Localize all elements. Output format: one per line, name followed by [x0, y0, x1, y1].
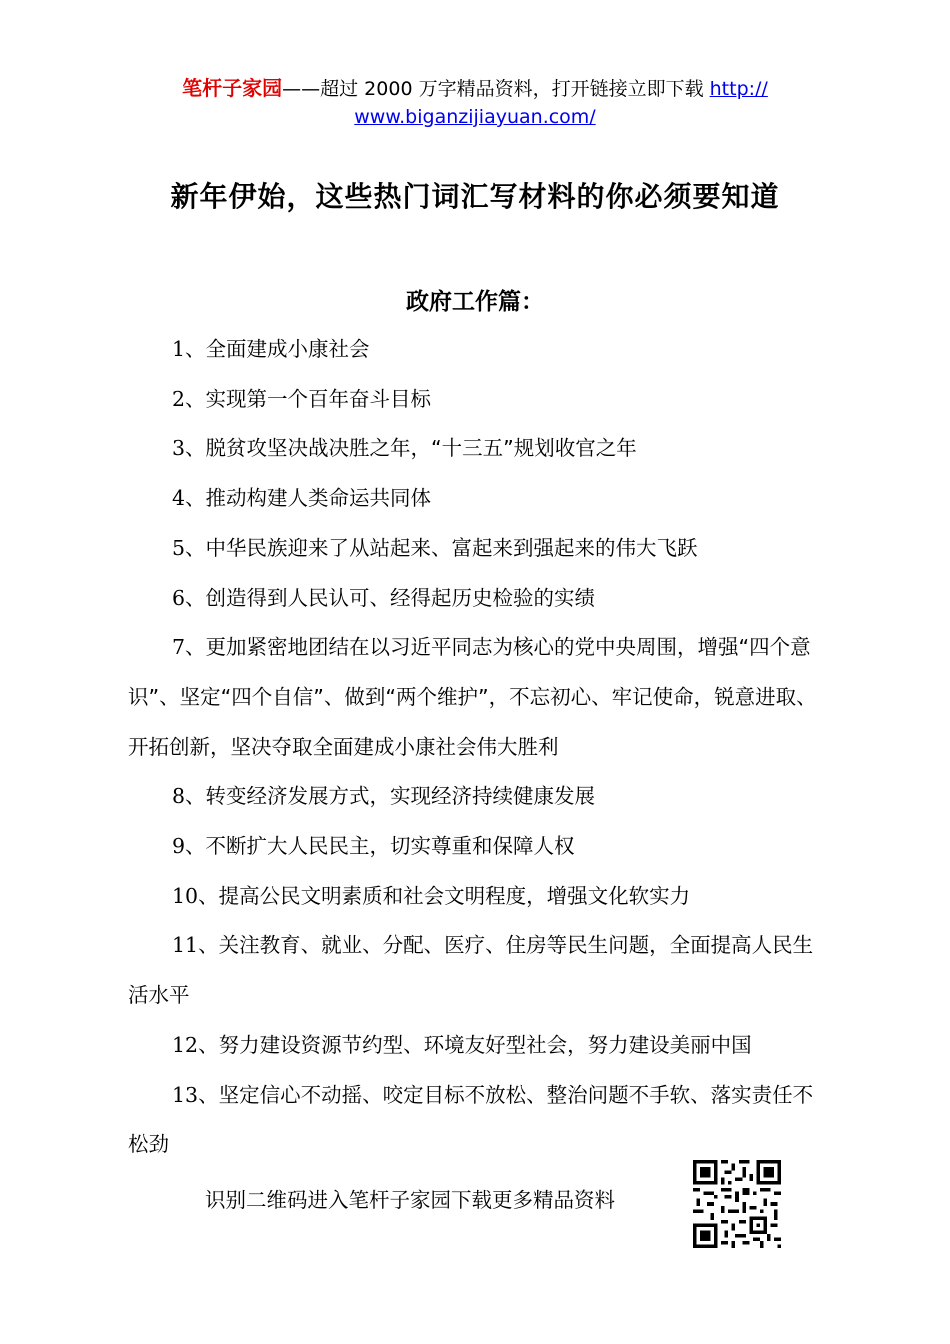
item-number: 3、: [172, 436, 206, 461]
item-text: 转变经济发展方式，实现经济持续健康发展: [205, 784, 596, 809]
section-heading: 政府工作篇：: [406, 288, 544, 315]
header-tagline: ——超过 2000 万字精品资料，打开链接立即下载: [282, 78, 704, 100]
brand-name: 笔杆子家园: [182, 76, 283, 100]
item-text: 创造得到人民认可、经得起历史检验的实绩: [205, 585, 596, 610]
item-number: 2、: [172, 386, 206, 411]
list-item: [128, 623, 828, 772]
item-text: 不断扩大人民民主，切实尊重和保障人权: [205, 834, 575, 859]
list-item: [128, 574, 828, 624]
item-text: 推动构建人类命运共同体: [205, 486, 432, 511]
item-number: 7、: [172, 635, 206, 660]
item-number: 12、: [172, 1032, 219, 1057]
list-item: [128, 325, 828, 375]
item-text: 实现第一个百年奋斗目标: [205, 386, 432, 411]
item-text: 关注教育、就业、分配、医疗、住房等民生问题，全面提高人民生活水平: [128, 933, 814, 1008]
item-number: 13、: [172, 1082, 219, 1107]
item-number: 4、: [172, 486, 206, 511]
list-item: [128, 424, 828, 474]
qr-code-icon[interactable]: [693, 1160, 781, 1248]
item-number: 8、: [172, 784, 206, 809]
footer-caption: 识别二维码进入笔杆子家园下载更多精品资料: [205, 1188, 615, 1212]
item-number: 9、: [172, 834, 206, 859]
list-item: [128, 474, 828, 524]
item-number: 6、: [172, 585, 206, 610]
list-item: [128, 772, 828, 822]
list-item: [128, 872, 828, 922]
item-text: 努力建设资源节约型、环境友好型社会，努力建设美丽中国: [218, 1032, 752, 1057]
item-text: 更加紧密地团结在以习近平同志为核心的党中央周围，增强“四个意识”、坚定“四个自信”、做到“两个维护”，不忘初心、牢记使命，锐意进取、开拓创新，坚决夺取全面建成小康社会伟大胜利: [128, 635, 817, 759]
site-header: [0, 74, 950, 131]
download-link-part1[interactable]: http://: [709, 78, 768, 100]
item-text: 坚定信心不动摇、咬定目标不放松、整治问题不手软、落实责任不松劲: [128, 1082, 814, 1157]
list-item: [128, 1021, 828, 1071]
item-text: 全面建成小康社会: [205, 337, 370, 361]
list-item: [128, 375, 828, 425]
document-title: 新年伊始，这些热门词汇写材料的你必须要知道: [170, 180, 780, 213]
item-number: 10、: [172, 883, 219, 908]
download-link-part2[interactable]: www.biganzijiayuan.com/: [354, 106, 596, 128]
item-number: 5、: [172, 535, 206, 560]
list-item: [128, 921, 828, 1020]
item-text: 提高公民文明素质和社会文明程度，增强文化软实力: [218, 883, 691, 908]
list-item: [128, 524, 828, 574]
list-item: [128, 822, 828, 872]
list-item: [128, 1071, 828, 1170]
item-number: 11、: [172, 933, 219, 958]
term-list: [128, 325, 828, 1170]
item-number: 1、: [172, 337, 206, 361]
item-text: 脱贫攻坚决战决胜之年，“十三五”规划收官之年: [205, 436, 637, 461]
item-text: 中华民族迎来了从站起来、富起来到强起来的伟大飞跃: [205, 535, 698, 560]
